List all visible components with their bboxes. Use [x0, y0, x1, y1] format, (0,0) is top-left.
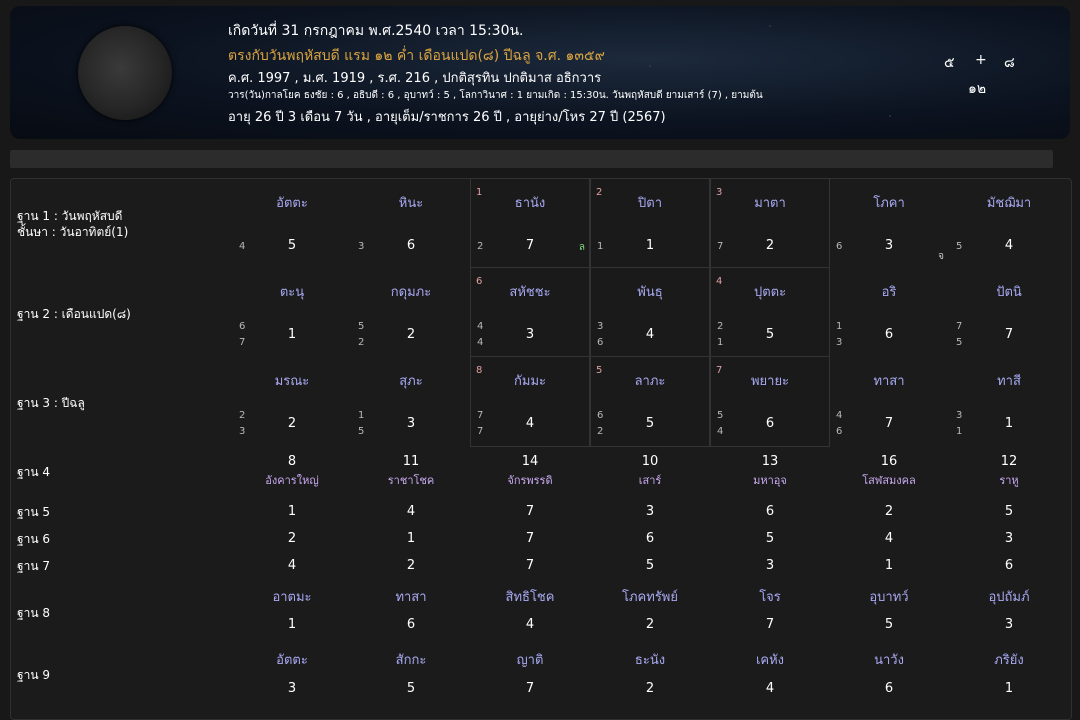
base3-top-number: 6	[597, 410, 604, 421]
base3-cell	[950, 357, 1068, 446]
base6-value: 5	[765, 531, 775, 546]
base9-house-name: สักกะ	[395, 653, 427, 668]
base2-top-number: 5	[358, 321, 365, 332]
base3-cell	[591, 357, 709, 446]
base3-bottom-number: 4	[717, 426, 724, 437]
base5-value: 1	[287, 504, 297, 519]
base7-value: 5	[645, 558, 655, 573]
base9-value: 7	[525, 681, 535, 696]
base2-house-name: ปุตตะ	[753, 285, 787, 300]
thai-lunar-date-line: ตรงกับวันพฤหัสบดี แรม ๑๒ ค่ำ เดือนแปด(๘) ปีฉลู จ.ศ. ๑๓๕๙	[228, 48, 605, 64]
era-years-line: ค.ศ. 1997 , ม.ศ. 1919 , ร.ศ. 216 , ปกติสุรทิน ปกติมาส อธิกวาร	[228, 71, 602, 86]
base7-value: 2	[406, 558, 416, 573]
base2-bottom-number: 2	[358, 337, 365, 348]
base3-bottom-number: 6	[836, 426, 843, 437]
base1-cell	[233, 179, 351, 268]
base2-cell	[352, 268, 470, 357]
base1-house-name: มัชฌิมา	[986, 196, 1032, 211]
base3-value: 4	[525, 416, 535, 431]
base1-value: 4	[1004, 238, 1014, 253]
base3-house-name: พยายะ	[750, 374, 790, 389]
base3-value: 7	[884, 416, 894, 431]
base1-left-number: 2	[477, 241, 484, 252]
base9-house-name: เคหัง	[755, 653, 785, 668]
base8-house-name: สิทธิโชค	[505, 590, 555, 605]
base8-house-name: โภคทรัพย์	[622, 590, 678, 605]
base8-value: 6	[406, 617, 416, 632]
base1-house-name: โภคา	[873, 196, 905, 211]
base9-value: 5	[406, 681, 416, 696]
base5-value: 6	[765, 504, 775, 519]
base2-cell	[591, 268, 709, 357]
base4-label: อังคารใหญ่	[265, 474, 319, 487]
base1-left-number: 6	[836, 241, 843, 252]
birth-info-header	[10, 6, 1070, 139]
base1-corner-number: 3	[716, 187, 723, 198]
base2-cell	[830, 268, 948, 357]
base9-value: 4	[765, 681, 775, 696]
base1-left-number: 3	[358, 241, 365, 252]
base8-value: 7	[765, 617, 775, 632]
base2-house-name: กดุมภะ	[390, 285, 432, 300]
age-line: อายุ 26 ปี 3 เดือน 7 วัน , อายุเต็ม/ราชการ 26 ปี , อายุย่าง/โหร 27 ปี (2567)	[228, 110, 666, 125]
base1-left-number: 4	[239, 241, 246, 252]
separator-bar	[10, 150, 1053, 168]
base1-corner-number: 2	[596, 187, 603, 198]
base3-value: 1	[1004, 416, 1014, 431]
base3-bottom-number: 2	[597, 426, 604, 437]
base2-bottom-number: 7	[239, 337, 246, 348]
base3-corner-number: 7	[716, 365, 723, 376]
base1-house-name: อัตตะ	[276, 196, 308, 211]
row-label-base7: ฐาน 7	[17, 559, 51, 573]
base1-value: 2	[765, 238, 775, 253]
base8-value: 4	[525, 617, 535, 632]
base1-left-number: 7	[717, 241, 724, 252]
base1-marker: จ	[938, 251, 944, 262]
base4-label: จักรพรรดิ	[507, 474, 553, 487]
base9-value: 1	[1004, 681, 1014, 696]
base2-value: 2	[406, 327, 416, 342]
base6-value: 1	[406, 531, 416, 546]
base2-cell	[233, 268, 351, 357]
base5-value: 4	[406, 504, 416, 519]
base9-value: 6	[884, 681, 894, 696]
base1-value: 3	[884, 238, 894, 253]
base4-label: เสาร์	[638, 474, 662, 487]
base3-cell	[352, 357, 470, 446]
base1-house-name: มาตา	[754, 196, 786, 211]
base4-label: ราหู	[999, 474, 1019, 487]
base2-value: 3	[525, 327, 535, 342]
base2-house-name: สหัชชะ	[509, 285, 551, 300]
base3-house-name: ทาสา	[873, 374, 905, 389]
row-label-base5: ฐาน 5	[17, 505, 51, 519]
base4-value: 12	[1000, 454, 1018, 469]
base2-top-number: 3	[597, 321, 604, 332]
base2-top-number: 1	[836, 321, 843, 332]
base8-house-name: โจร	[759, 590, 781, 605]
base7-value: 4	[287, 558, 297, 573]
base8-value: 2	[645, 617, 655, 632]
base1-cell	[471, 179, 589, 268]
base6-value: 6	[645, 531, 655, 546]
base9-house-name: ภริยัง	[994, 653, 1024, 668]
base3-house-name: ลาภะ	[634, 374, 666, 389]
triangle-value-a: ๕	[944, 55, 955, 71]
base3-value: 5	[645, 416, 655, 431]
base8-value: 1	[287, 617, 297, 632]
base9-house-name: นาวัง	[874, 653, 904, 668]
base1-value: 1	[645, 238, 655, 253]
base3-top-number: 3	[956, 410, 963, 421]
row-label-base3: ฐาน 3 : ปีฉลู	[17, 396, 85, 410]
base3-house-name: มรณะ	[274, 374, 310, 389]
base3-top-number: 1	[358, 410, 365, 421]
row-label-base6: ฐาน 6	[17, 532, 51, 546]
base6-value: 7	[525, 531, 535, 546]
row-label-base4: ฐาน 4	[17, 465, 51, 479]
base7-value: 1	[884, 558, 894, 573]
base3-bottom-number: 1	[956, 426, 963, 437]
base3-bottom-number: 7	[477, 426, 484, 437]
base1-value: 6	[406, 238, 416, 253]
base3-bottom-number: 5	[358, 426, 365, 437]
base3-cell	[711, 357, 829, 446]
base6-value: 2	[287, 531, 297, 546]
base3-top-number: 7	[477, 410, 484, 421]
base3-corner-number: 5	[596, 365, 603, 376]
birth-date-line: เกิดวันที่ 31 กรกฎาคม พ.ศ.2540 เวลา 15:30น.	[228, 23, 524, 39]
base2-top-number: 7	[956, 321, 963, 332]
base4-label: มหาอุจ	[753, 474, 787, 487]
base4-value: 8	[287, 454, 297, 469]
base4-label: ราชาโชค	[387, 474, 435, 487]
base6-value: 4	[884, 531, 894, 546]
base3-top-number: 5	[717, 410, 724, 421]
base1-marker: ล	[578, 242, 585, 253]
moon-phase-image	[78, 26, 172, 120]
base1-house-name: ธานัง	[514, 196, 546, 211]
base2-cell	[471, 268, 589, 357]
base8-house-name: ทาสา	[395, 590, 427, 605]
base3-house-name: สุภะ	[399, 374, 423, 389]
base2-top-number: 4	[477, 321, 484, 332]
row-label-base8: ฐาน 8	[17, 606, 51, 620]
base8-house-name: อุบาทว์	[869, 590, 909, 605]
base2-bottom-number: 1	[717, 337, 724, 348]
base3-value: 3	[406, 416, 416, 431]
base1-value: 7	[525, 238, 535, 253]
base3-cell	[471, 357, 589, 446]
base3-top-number: 2	[239, 410, 246, 421]
base2-top-number: 2	[717, 321, 724, 332]
horoscope-table	[10, 178, 1072, 720]
base2-house-name: ตะนุ	[279, 285, 305, 300]
base2-top-number: 6	[239, 321, 246, 332]
base7-value: 6	[1004, 558, 1014, 573]
base2-value: 1	[287, 327, 297, 342]
base5-value: 2	[884, 504, 894, 519]
triangle-value-c: ๑๒	[968, 81, 987, 97]
triangle-plus: +	[975, 52, 987, 68]
base5-value: 3	[645, 504, 655, 519]
base9-value: 2	[645, 681, 655, 696]
base3-top-number: 4	[836, 410, 843, 421]
base4-label: โสฬสมงคล	[862, 474, 916, 487]
base2-value: 5	[765, 327, 775, 342]
base8-value: 5	[884, 617, 894, 632]
base2-cell	[950, 268, 1068, 357]
base4-value: 10	[641, 454, 659, 469]
base1-cell	[352, 179, 470, 268]
base9-value: 3	[287, 681, 297, 696]
base9-house-name: ธะนัง	[634, 653, 666, 668]
base2-bottom-number: 6	[597, 337, 604, 348]
base2-house-name: พันธุ	[637, 285, 663, 300]
base3-cell	[830, 357, 948, 446]
base1-corner-number: 1	[476, 187, 483, 198]
base7-value: 7	[525, 558, 535, 573]
base3-bottom-number: 3	[239, 426, 246, 437]
base1-cell	[711, 179, 829, 268]
base2-value: 7	[1004, 327, 1014, 342]
base3-value: 6	[765, 416, 775, 431]
base9-house-name: อัตตะ	[276, 653, 308, 668]
base2-value: 4	[645, 327, 655, 342]
base1-value: 5	[287, 238, 297, 253]
base2-corner-number: 4	[716, 276, 723, 287]
base6-value: 3	[1004, 531, 1014, 546]
base8-value: 3	[1004, 617, 1014, 632]
base1-left-number: 1	[597, 241, 604, 252]
base5-value: 5	[1004, 504, 1014, 519]
base3-house-name: กัมมะ	[514, 374, 546, 389]
base5-value: 7	[525, 504, 535, 519]
base3-house-name: ทาสี	[997, 374, 1021, 389]
kalayok-line: วาร(วัน)กาลโยค ธงชัย : 6 , อธิบดี : 6 , อุบาทว์ : 5 , โลกาวินาศ : 1 ยามเกิด : 15:30น. วันพฤหัสบดี ยามเสาร์ (7) , ยามต้น	[228, 90, 763, 101]
base4-value: 11	[402, 454, 420, 469]
base2-cell	[711, 268, 829, 357]
base1-cell	[591, 179, 709, 268]
base4-value: 13	[761, 454, 779, 469]
base1-cell	[830, 179, 948, 268]
triangle-value-b: ๘	[1004, 55, 1015, 71]
row-label-base2: ฐาน 2 : เดือนแปด(๘)	[17, 307, 131, 321]
base3-corner-number: 8	[476, 365, 483, 376]
base7-value: 3	[765, 558, 775, 573]
base2-value: 6	[884, 327, 894, 342]
base1-house-name: หินะ	[398, 196, 424, 211]
base1-house-name: ปิตา	[638, 196, 662, 211]
base3-cell	[233, 357, 351, 446]
base8-house-name: อุปถัมภ์	[988, 590, 1030, 605]
base4-value: 14	[521, 454, 539, 469]
base2-bottom-number: 4	[477, 337, 484, 348]
row-label-base9: ฐาน 9	[17, 668, 51, 682]
base1-cell	[950, 179, 1068, 268]
base8-house-name: อาตมะ	[272, 590, 312, 605]
base2-house-name: ปัตนิ	[996, 285, 1022, 300]
base3-value: 2	[287, 416, 297, 431]
base9-house-name: ญาติ	[516, 653, 544, 668]
base2-corner-number: 6	[476, 276, 483, 287]
base2-bottom-number: 5	[956, 337, 963, 348]
base1-left-number: 5	[956, 241, 963, 252]
base2-bottom-number: 3	[836, 337, 843, 348]
base2-house-name: อริ	[881, 285, 897, 300]
row-label-base1: ฐาน 1 : วันพฤหัสบดี ชั้นษา : วันอาทิตย์(1)	[17, 209, 129, 239]
base4-value: 16	[880, 454, 898, 469]
